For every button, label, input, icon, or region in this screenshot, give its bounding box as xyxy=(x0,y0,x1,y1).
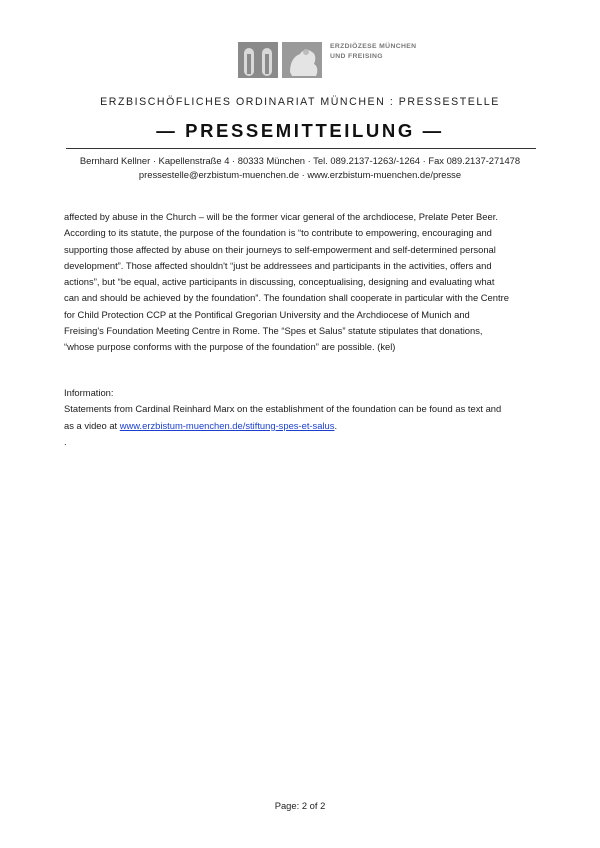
information-suffix: . xyxy=(334,419,338,431)
information-prefix: as a video at xyxy=(64,419,120,431)
paragraph-line: “whose purpose conforms with the purpose of the foundation” are possible. (kel) xyxy=(64,341,396,353)
paragraph-line: Freising's Foundation Meeting Centre in Rome. The “Spes et Salus” statute stipulates that donations, xyxy=(64,325,483,337)
logo-line-2: UND FREISING xyxy=(330,52,383,60)
information-line-2 xyxy=(64,418,537,434)
archdiocese-logo xyxy=(238,42,438,78)
information-section xyxy=(64,385,537,450)
paragraph-line: actions”, but “be equal, active participants in discussing, conceptualising, designing and evaluating what xyxy=(64,276,495,288)
header-divider xyxy=(66,148,536,149)
page-number: Page: 2 of 2 xyxy=(274,800,326,811)
contact-line-2: pressestelle@erzbistum-muenchen.de · www.erzbistum-muenchen.de/presse xyxy=(138,169,462,180)
paragraph-line: According to its statute, the purpose of the foundation is “to contribute to empowering, encouraging and xyxy=(64,227,492,239)
paragraph-line: affected by abuse in the Church – will be the former vicar general of the archdiocese, Prelate Peter Beer. xyxy=(64,211,498,222)
information-label: Information: xyxy=(64,387,114,398)
paragraph-line: for Child Protection CCP at the Pontifical Gregorian University and the Archdiocese of Munich and xyxy=(64,308,470,320)
trailing-dot: . xyxy=(64,435,67,447)
logo-wordmark xyxy=(330,42,416,61)
information-line-1: Statements from Cardinal Reinhard Marx on the establishment of the foundation can be found as text and xyxy=(64,403,502,415)
archdiocese-emblem-icon xyxy=(238,42,324,78)
ordinariat-heading: ERZBISCHÖFLICHES ORDINARIAT MÜNCHEN : PRESSESTELLE xyxy=(100,96,500,108)
foundation-link[interactable]: www.erzbistum-muenchen.de/stiftung-spes-et-salus xyxy=(119,419,335,431)
paragraph-line: supporting those affected by abuse on their journeys to self-empowerment and self-determined personal xyxy=(64,243,496,255)
paragraph-line: development”. Those affected shouldn't “just be addressees and participants in the activities, offers and xyxy=(64,259,492,271)
paragraph-line: can and should be achieved by the foundation”. The foundation shall cooperate in particular with the Centre xyxy=(64,292,509,304)
logo-line-1: ERZDIÖZESE MÜNCHEN xyxy=(330,43,417,50)
page-title: — PRESSEMITTEILUNG — xyxy=(156,120,444,141)
contact-line-1: Bernhard Kellner · Kapellenstraße 4 · 80333 München · Tel. 089.2137-1263/-1264 · Fax 089.2137-271478 xyxy=(79,155,521,166)
body-paragraph xyxy=(64,209,537,356)
